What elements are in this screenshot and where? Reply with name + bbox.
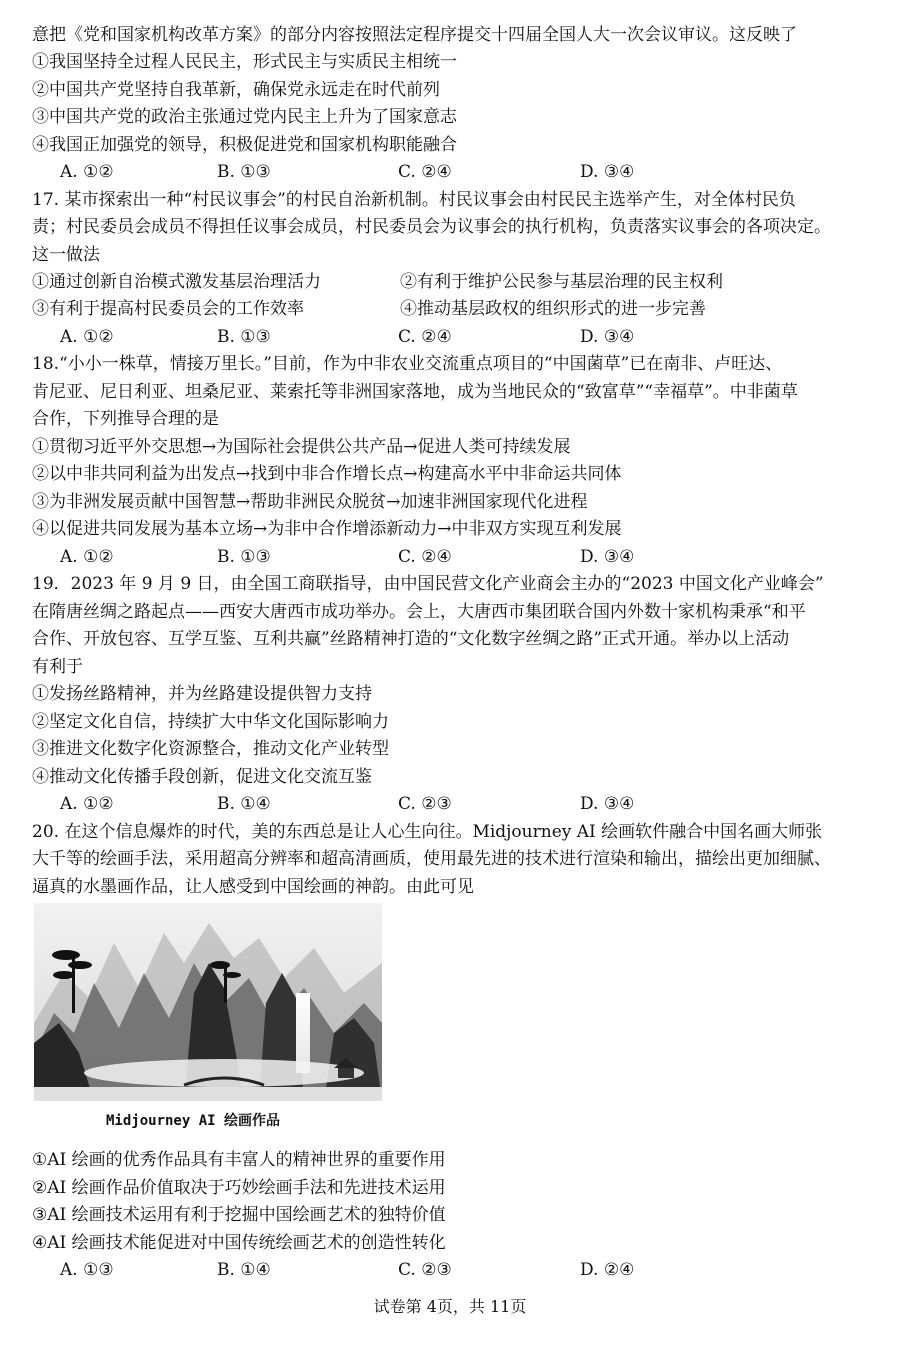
q17-stem-line-3: 这一做法	[32, 245, 100, 265]
q20-option-1: ①AI 绘画的优秀作品具有丰富人的精神世界的重要作用	[32, 1150, 446, 1170]
q17-stem-line-1: 17. 某市探索出一种“村民议事会”的村民自治新机制。村民议事会由村民民主选举产生，对全体村民负	[32, 190, 796, 210]
q16-option-2: ②中国共产党坚持自我革新，确保党永远走在时代前列	[32, 80, 440, 100]
q19-stem-line-3: 合作、开放包容、互学互鉴、互利共赢”丝路精神打造的“文化数字丝绸之路”正式开通。举办以上活动	[32, 629, 790, 649]
q19-stem-line-2: 在隋唐丝绸之路起点——西安大唐西市成功举办。会上，大唐西市集团联合国内外数十家机构秉承“和平	[32, 602, 806, 622]
q18-choice-a: A. ①②	[60, 547, 114, 567]
q20-option-4: ④AI 绘画技术能促进对中国传统绘画艺术的创造性转化	[32, 1233, 446, 1253]
q16-choices	[60, 161, 860, 183]
q18-option-1: ①贯彻习近平外交思想→为国际社会提供公共产品→促进人类可持续发展	[32, 437, 571, 457]
q20-option-3: ③AI 绘画技术运用有利于挖掘中国绘画艺术的独特价值	[32, 1205, 446, 1225]
q19-option-1: ①发扬丝路精神，并为丝路建设提供智力支持	[32, 684, 372, 704]
q20-stem-line-1: 20. 在这个信息爆炸的时代，美的东西总是让人心生向往。Midjourney AI 绘画软件融合中国名画大师张	[32, 822, 823, 842]
q19-choice-b: B. ①④	[217, 794, 271, 814]
q17-option-2: ②有利于维护公民参与基层治理的民主权利	[400, 272, 723, 292]
q18-choice-c: C. ②④	[398, 547, 452, 567]
q17-option-4: ④推动基层政权的组织形式的进一步完善	[400, 299, 706, 319]
q18-stem-line-1: 18.“小小一株草，情接万里长。”目前，作为中非农业交流重点项目的“中国菌草”已在南非、卢旺达、	[32, 354, 783, 374]
q18-option-4: ④以促进共同发展为基本立场→为非中合作增添新动力→中非双方实现互利发展	[32, 519, 622, 539]
q19-choice-d: D. ③④	[580, 794, 635, 814]
q20-stem-line-3: 逼真的水墨画作品，让人感受到中国绘画的神韵。由此可见	[32, 877, 474, 897]
q20-choice-a: A. ①③	[60, 1260, 114, 1280]
q17-options-row-2	[32, 298, 882, 320]
q19-choice-a: A. ①②	[60, 794, 114, 814]
q16-choice-a: A. ①②	[60, 162, 114, 182]
figure-caption: Midjourney AI 绘画作品	[106, 1113, 281, 1129]
q19-option-4: ④推动文化传播手段创新，促进文化交流互鉴	[32, 767, 372, 787]
q19-stem-line-1: 19．2023 年 9 月 9 日，由全国工商联指导，由中国民营文化产业商会主办的“2023 中国文化产业峰会”	[32, 574, 824, 594]
q20-stem-line-2: 大千等的绘画手法，采用超高分辨率和超高清画质，使用最先进的技术进行渲染和输出，描绘出更加细腻、	[32, 849, 831, 869]
q16-stem: 意把《党和国家机构改革方案》的部分内容按照法定程序提交十四届全国人大一次会议审议。这反映了	[32, 25, 797, 45]
q20-choice-d: D. ②④	[580, 1260, 635, 1280]
q16-option-4: ④我国正加强党的领导，积极促进党和国家机构职能融合	[32, 135, 457, 155]
q18-stem-line-3: 合作，下列推导合理的是	[32, 409, 219, 429]
q16-option-3: ③中国共产党的政治主张通过党内民主上升为了国家意志	[32, 107, 457, 127]
q16-choice-c: C. ②④	[398, 162, 452, 182]
q18-option-3: ③为非洲发展贡献中国智慧→帮助非洲民众脱贫→加速非洲国家现代化进程	[32, 492, 588, 512]
q17-choice-a: A. ①②	[60, 327, 114, 347]
q19-choices	[60, 793, 860, 815]
q17-choice-d: D. ③④	[580, 327, 635, 347]
q19-stem-line-4: 有利于	[32, 657, 83, 677]
q19-choice-c: C. ②③	[398, 794, 452, 814]
q18-choice-d: D. ③④	[580, 547, 635, 567]
q19-option-2: ②坚定文化自信，持续扩大中华文化国际影响力	[32, 712, 389, 732]
q17-option-3: ③有利于提高村民委员会的工作效率	[32, 299, 304, 319]
q18-choice-b: B. ①③	[217, 547, 271, 567]
q17-options-row-1	[32, 271, 882, 293]
q18-option-2: ②以中非共同利益为出发点→找到中非合作增长点→构建高水平中非命运共同体	[32, 464, 622, 484]
q17-option-1: ①通过创新自治模式激发基层治理活力	[32, 272, 321, 292]
q18-stem-line-2: 肯尼亚、尼日利亚、坦桑尼亚、莱索托等非洲国家落地，成为当地民众的“致富草”“幸福草”。中非菌草	[32, 382, 798, 402]
q19-option-3: ③推进文化数字化资源整合，推动文化产业转型	[32, 739, 389, 759]
q18-choices	[60, 546, 860, 568]
q17-choices	[60, 326, 860, 348]
q20-choices	[60, 1259, 860, 1281]
q20-option-2: ②AI 绘画作品价值取决于巧妙绘画手法和先进技术运用	[32, 1178, 446, 1198]
q20-choice-b: B. ①④	[217, 1260, 271, 1280]
q17-choice-b: B. ①③	[217, 327, 271, 347]
q16-choice-b: B. ①③	[217, 162, 271, 182]
q20-choice-c: C. ②③	[398, 1260, 452, 1280]
q16-option-1: ①我国坚持全过程人民民主，形式民主与实质民主相统一	[32, 52, 457, 72]
q17-choice-c: C. ②④	[398, 327, 452, 347]
page-footer: 试卷第 4页，共 11页	[373, 1297, 527, 1316]
q17-stem-line-2: 责；村民委员会成员不得担任议事会成员，村民委员会为议事会的执行机构，负责落实议事会的各项决定。	[32, 217, 831, 237]
q16-choice-d: D. ③④	[580, 162, 635, 182]
ink-landscape-painting-icon	[34, 903, 382, 1101]
